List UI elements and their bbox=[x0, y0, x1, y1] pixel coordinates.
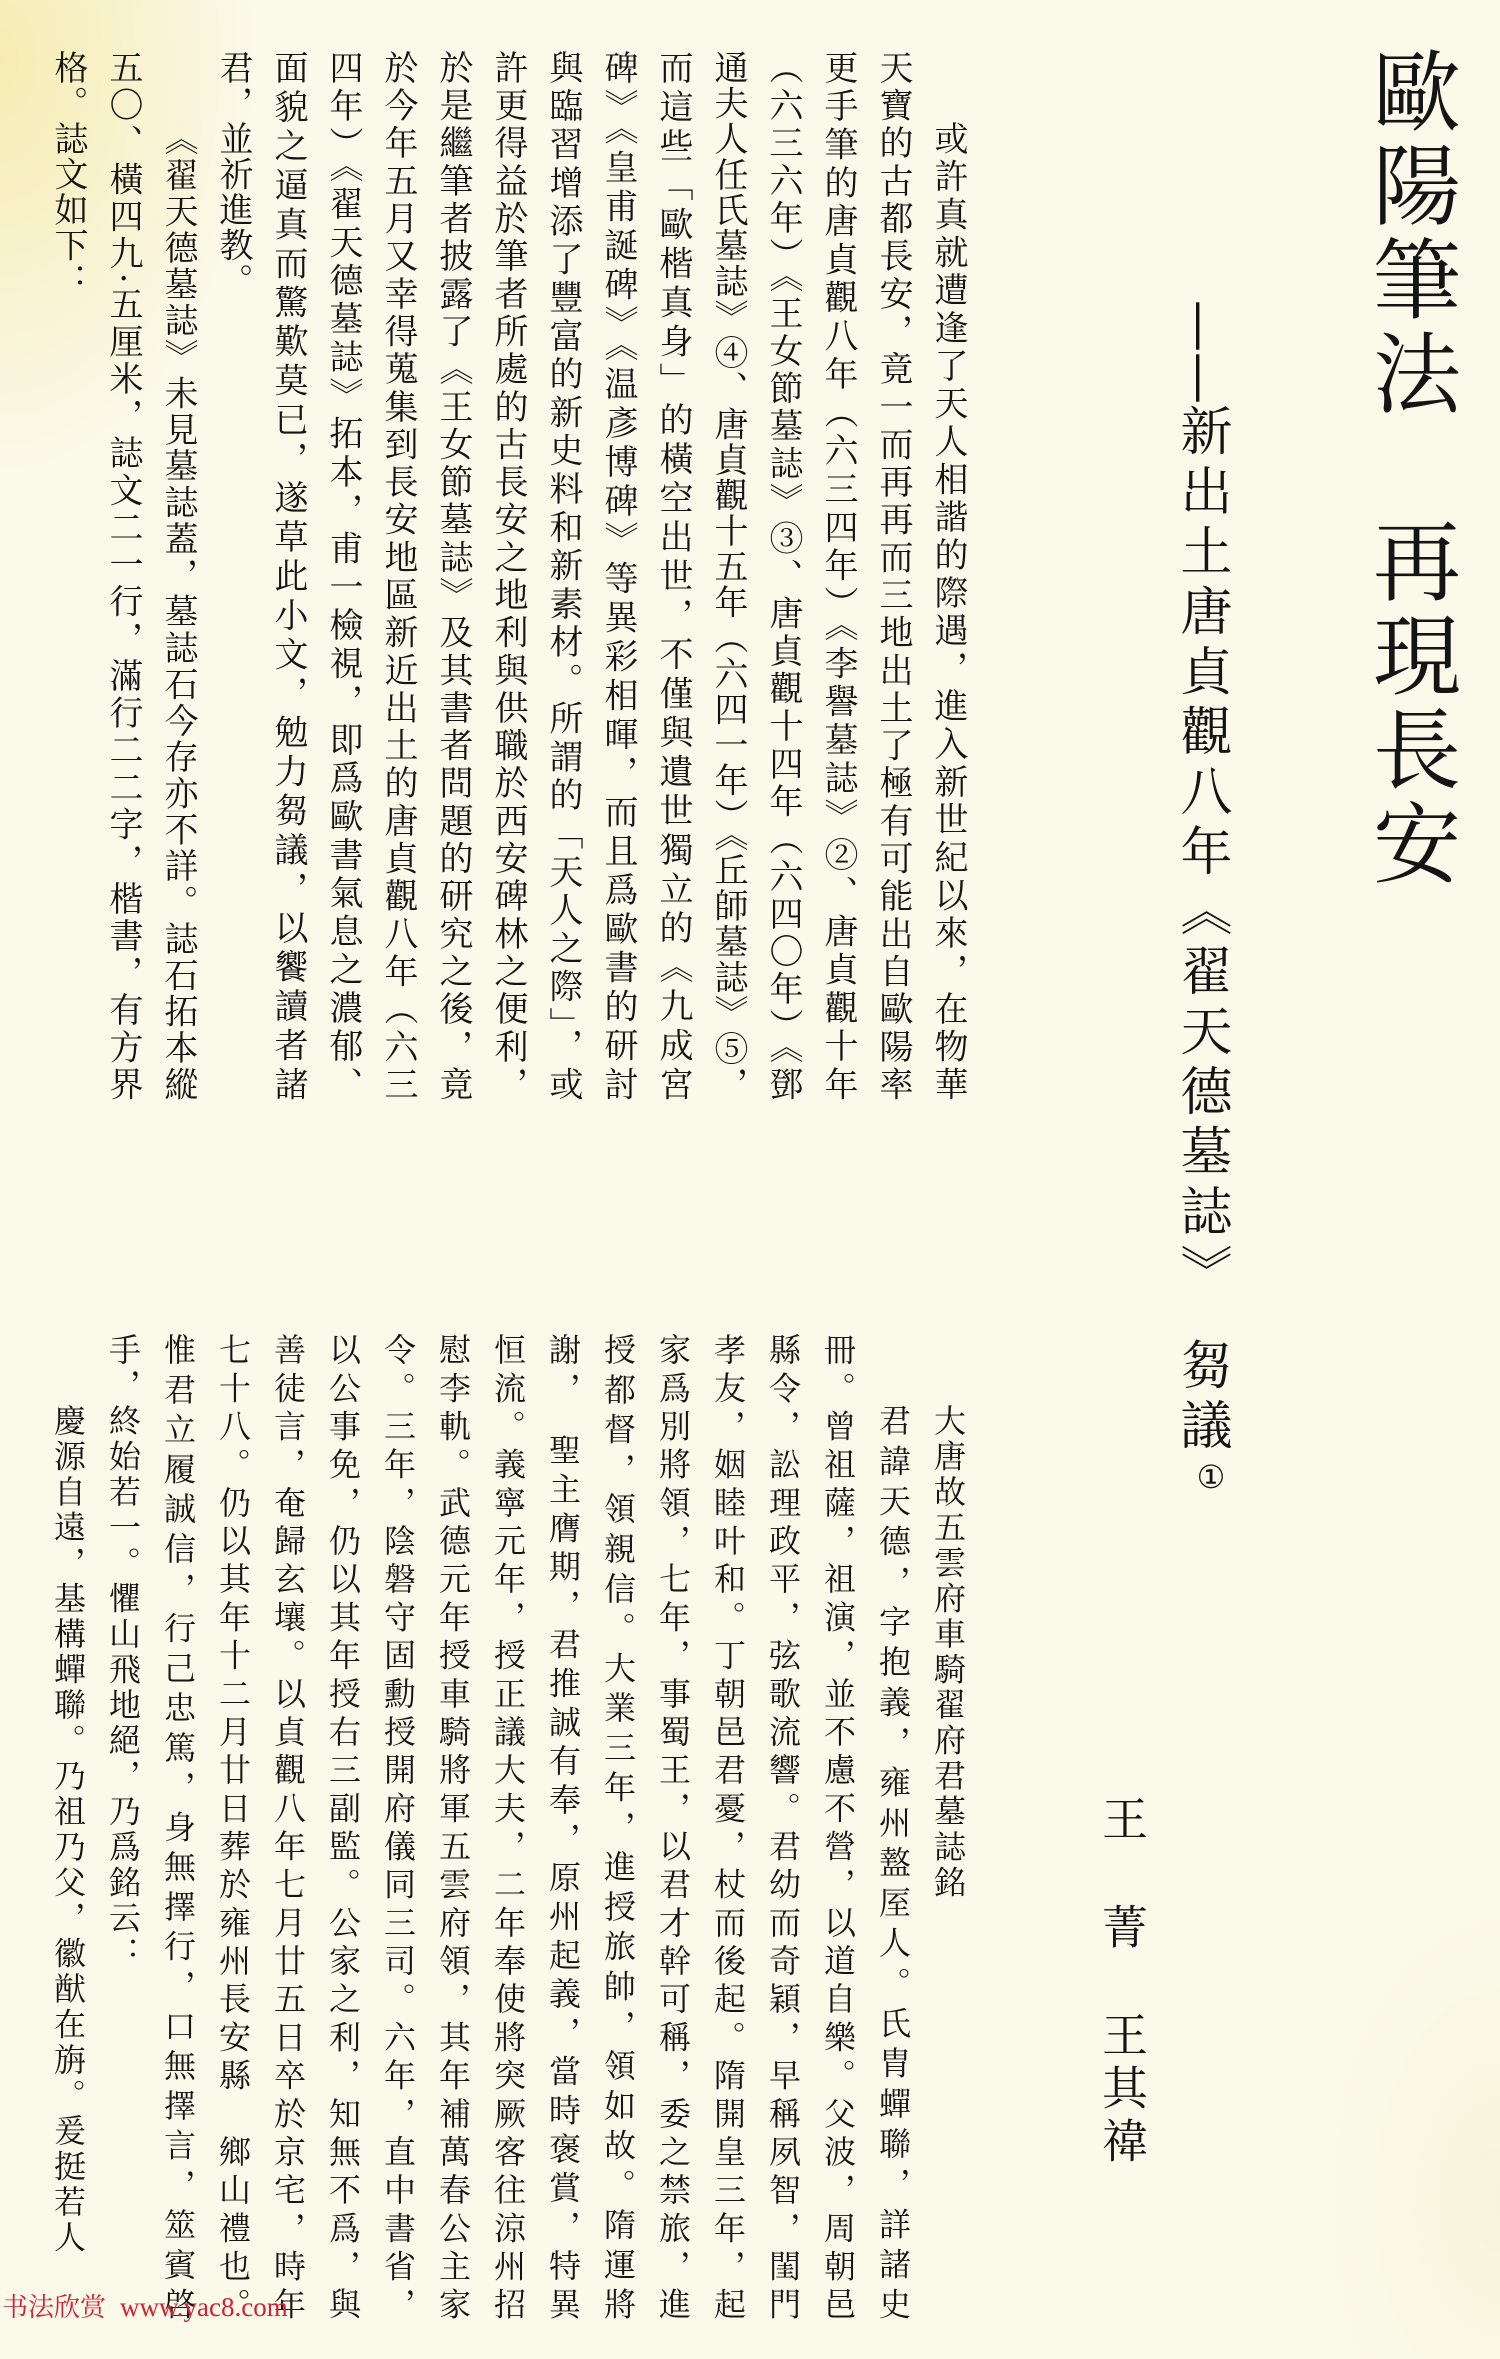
epitaph-column: 手，終始若一。懼山飛地絕，乃爲銘云： bbox=[104, 1333, 142, 1972]
epitaph-text bbox=[40, 1333, 975, 2323]
body-column: 君，並祈進教。 bbox=[213, 50, 253, 299]
body-column: 通夫人任氏墓誌》④、唐貞觀十五年（六四一年）《丘師墓誌》⑤， bbox=[708, 50, 748, 1102]
article-subtitle bbox=[1165, 300, 1237, 1496]
body-column: 面貌之逼真而驚歎莫已，遂草此小文，勉力芻議，以饗讀者諸 bbox=[268, 50, 308, 1102]
epitaph-column: 以公事免，仍以其年授右三副監。公家之利，知無不爲，與 bbox=[324, 1333, 362, 2323]
body-column: 四年）《翟天德墓誌》拓本，甫一檢視，即爲歐書氣息之濃郁、 bbox=[323, 50, 363, 1102]
body-column: 天寶的古都長安，竟一而再再而三地出土了極有可能出自歐陽率 bbox=[873, 50, 913, 1102]
watermark-url: www.yac8.com bbox=[120, 2292, 288, 2322]
article-title: 歐陽筆法 再現長安 bbox=[1359, 46, 1462, 892]
author-name: 王菁 bbox=[1095, 1795, 1149, 2011]
epitaph-column: 慰李軌。武德元年授車騎將軍五雲府領，其年補萬春公主家 bbox=[434, 1333, 472, 2323]
subtitle-text: 新出土唐貞觀八年《翟天德墓誌》 芻議 bbox=[1171, 404, 1231, 1458]
epitaph-column: 家爲別將領，七年，事蜀王，以君才幹可稱，委之禁旅，進 bbox=[654, 1333, 692, 2323]
body-column: 或許真就遭逢了天人相諧的際遇，進入新世紀以來，在物華 bbox=[928, 121, 968, 1102]
body-column: 於今年五月又幸得蒐集到長安地區新近出土的唐貞觀八年（六三 bbox=[378, 50, 418, 1102]
epitaph-column: 君諱天德，字抱義，雍州盩厔人。氏胄蟬聯，詳諸史 bbox=[874, 1404, 912, 2323]
body-column: 與臨習增添了豐富的新史料和新素材。所謂的「天人之際」，或 bbox=[543, 50, 583, 1102]
epitaph-column: 冊。曾祖薩，祖演，並不慮不營，以道自樂。父波，周朝邑 bbox=[819, 1333, 857, 2323]
author-byline bbox=[1092, 1795, 1152, 2170]
epitaph-heading: 大唐故五雲府車騎翟府君墓誌銘 bbox=[929, 1404, 967, 1901]
epitaph-column: 孝友，姻睦叶和。丁朝邑君憂，杖而後起。隋開皇三年，起 bbox=[709, 1333, 747, 2323]
watermark bbox=[2, 2292, 288, 2323]
article-body bbox=[40, 50, 975, 1102]
body-column: 五〇、橫四九·五厘米，誌文二一行，滿行二二字，楷書，有方界 bbox=[103, 50, 143, 1102]
epitaph-verse-column: 慶源自遠，基構蟬聯。乃祖乃父，徽猷在旃。爰挺若人 bbox=[49, 1404, 87, 2256]
body-column: 更手筆的唐貞觀八年（六三四年）《李譽墓誌》②、唐貞觀十年 bbox=[818, 50, 858, 1102]
epitaph-column: 七十八。仍以其年十二月廿日葬於雍州長安縣 鄉山禮也。 bbox=[214, 1333, 252, 2323]
epitaph-column: 恒流。義寧元年，授正議大夫，二年奉使將突厥客往涼州招 bbox=[489, 1333, 527, 2323]
body-column: 格。誌文如下： bbox=[48, 50, 88, 299]
epitaph-column: 惟君立履誠信，行己忠篤，身無擇行，口無擇言，筮賓啓 bbox=[159, 1333, 197, 2323]
watermark-chinese: 书法欣赏 bbox=[2, 2293, 107, 2323]
epitaph-column: 授都督，領親信。大業三年，進授旅帥，領如故。隋運將 bbox=[599, 1333, 637, 2323]
epitaph-column: 謝， 聖主膺期，君推誠有奉，原州起義，當時褒賞，特異 bbox=[544, 1333, 582, 2323]
footnote-marker: ① bbox=[1192, 1458, 1230, 1496]
body-column: 而這些「歐楷真身」的橫空出世，不僅與遺世獨立的《九成宮 bbox=[653, 50, 693, 1102]
epitaph-column: 令。三年，陰磐守固勳授開府儀同三司。六年，直中書省， bbox=[379, 1333, 417, 2323]
subtitle-dash: —— bbox=[1171, 300, 1231, 404]
epitaph-column: 善徒言，奄歸玄壤。以貞觀八年七月廿五日卒於京宅，時年 bbox=[269, 1333, 307, 2323]
body-column: （六三六年）《王女節墓誌》③、唐貞觀十四年（六四〇年）《鄧 bbox=[763, 50, 803, 1102]
body-column: 於是繼筆者披露了《王女節墓誌》及其書者問題的研究之後，竟 bbox=[433, 50, 473, 1102]
epitaph-column: 縣令，訟理政平，弦歌流響。君幼而奇穎，早稱夙智，閨門 bbox=[764, 1333, 802, 2323]
body-column: 許更得益於筆者所處的古長安之地利與供職於西安碑林之便利， bbox=[488, 50, 528, 1102]
body-column: 碑》《皇甫誕碑》《温彥博碑》等異彩相暉，而且爲歐書的研討 bbox=[598, 50, 638, 1102]
body-column: 《翟天德墓誌》未見墓誌蓋，墓誌石今存亦不詳。誌石拓本縱 bbox=[158, 121, 198, 1102]
author-name: 王其禕 bbox=[1095, 2011, 1149, 2170]
